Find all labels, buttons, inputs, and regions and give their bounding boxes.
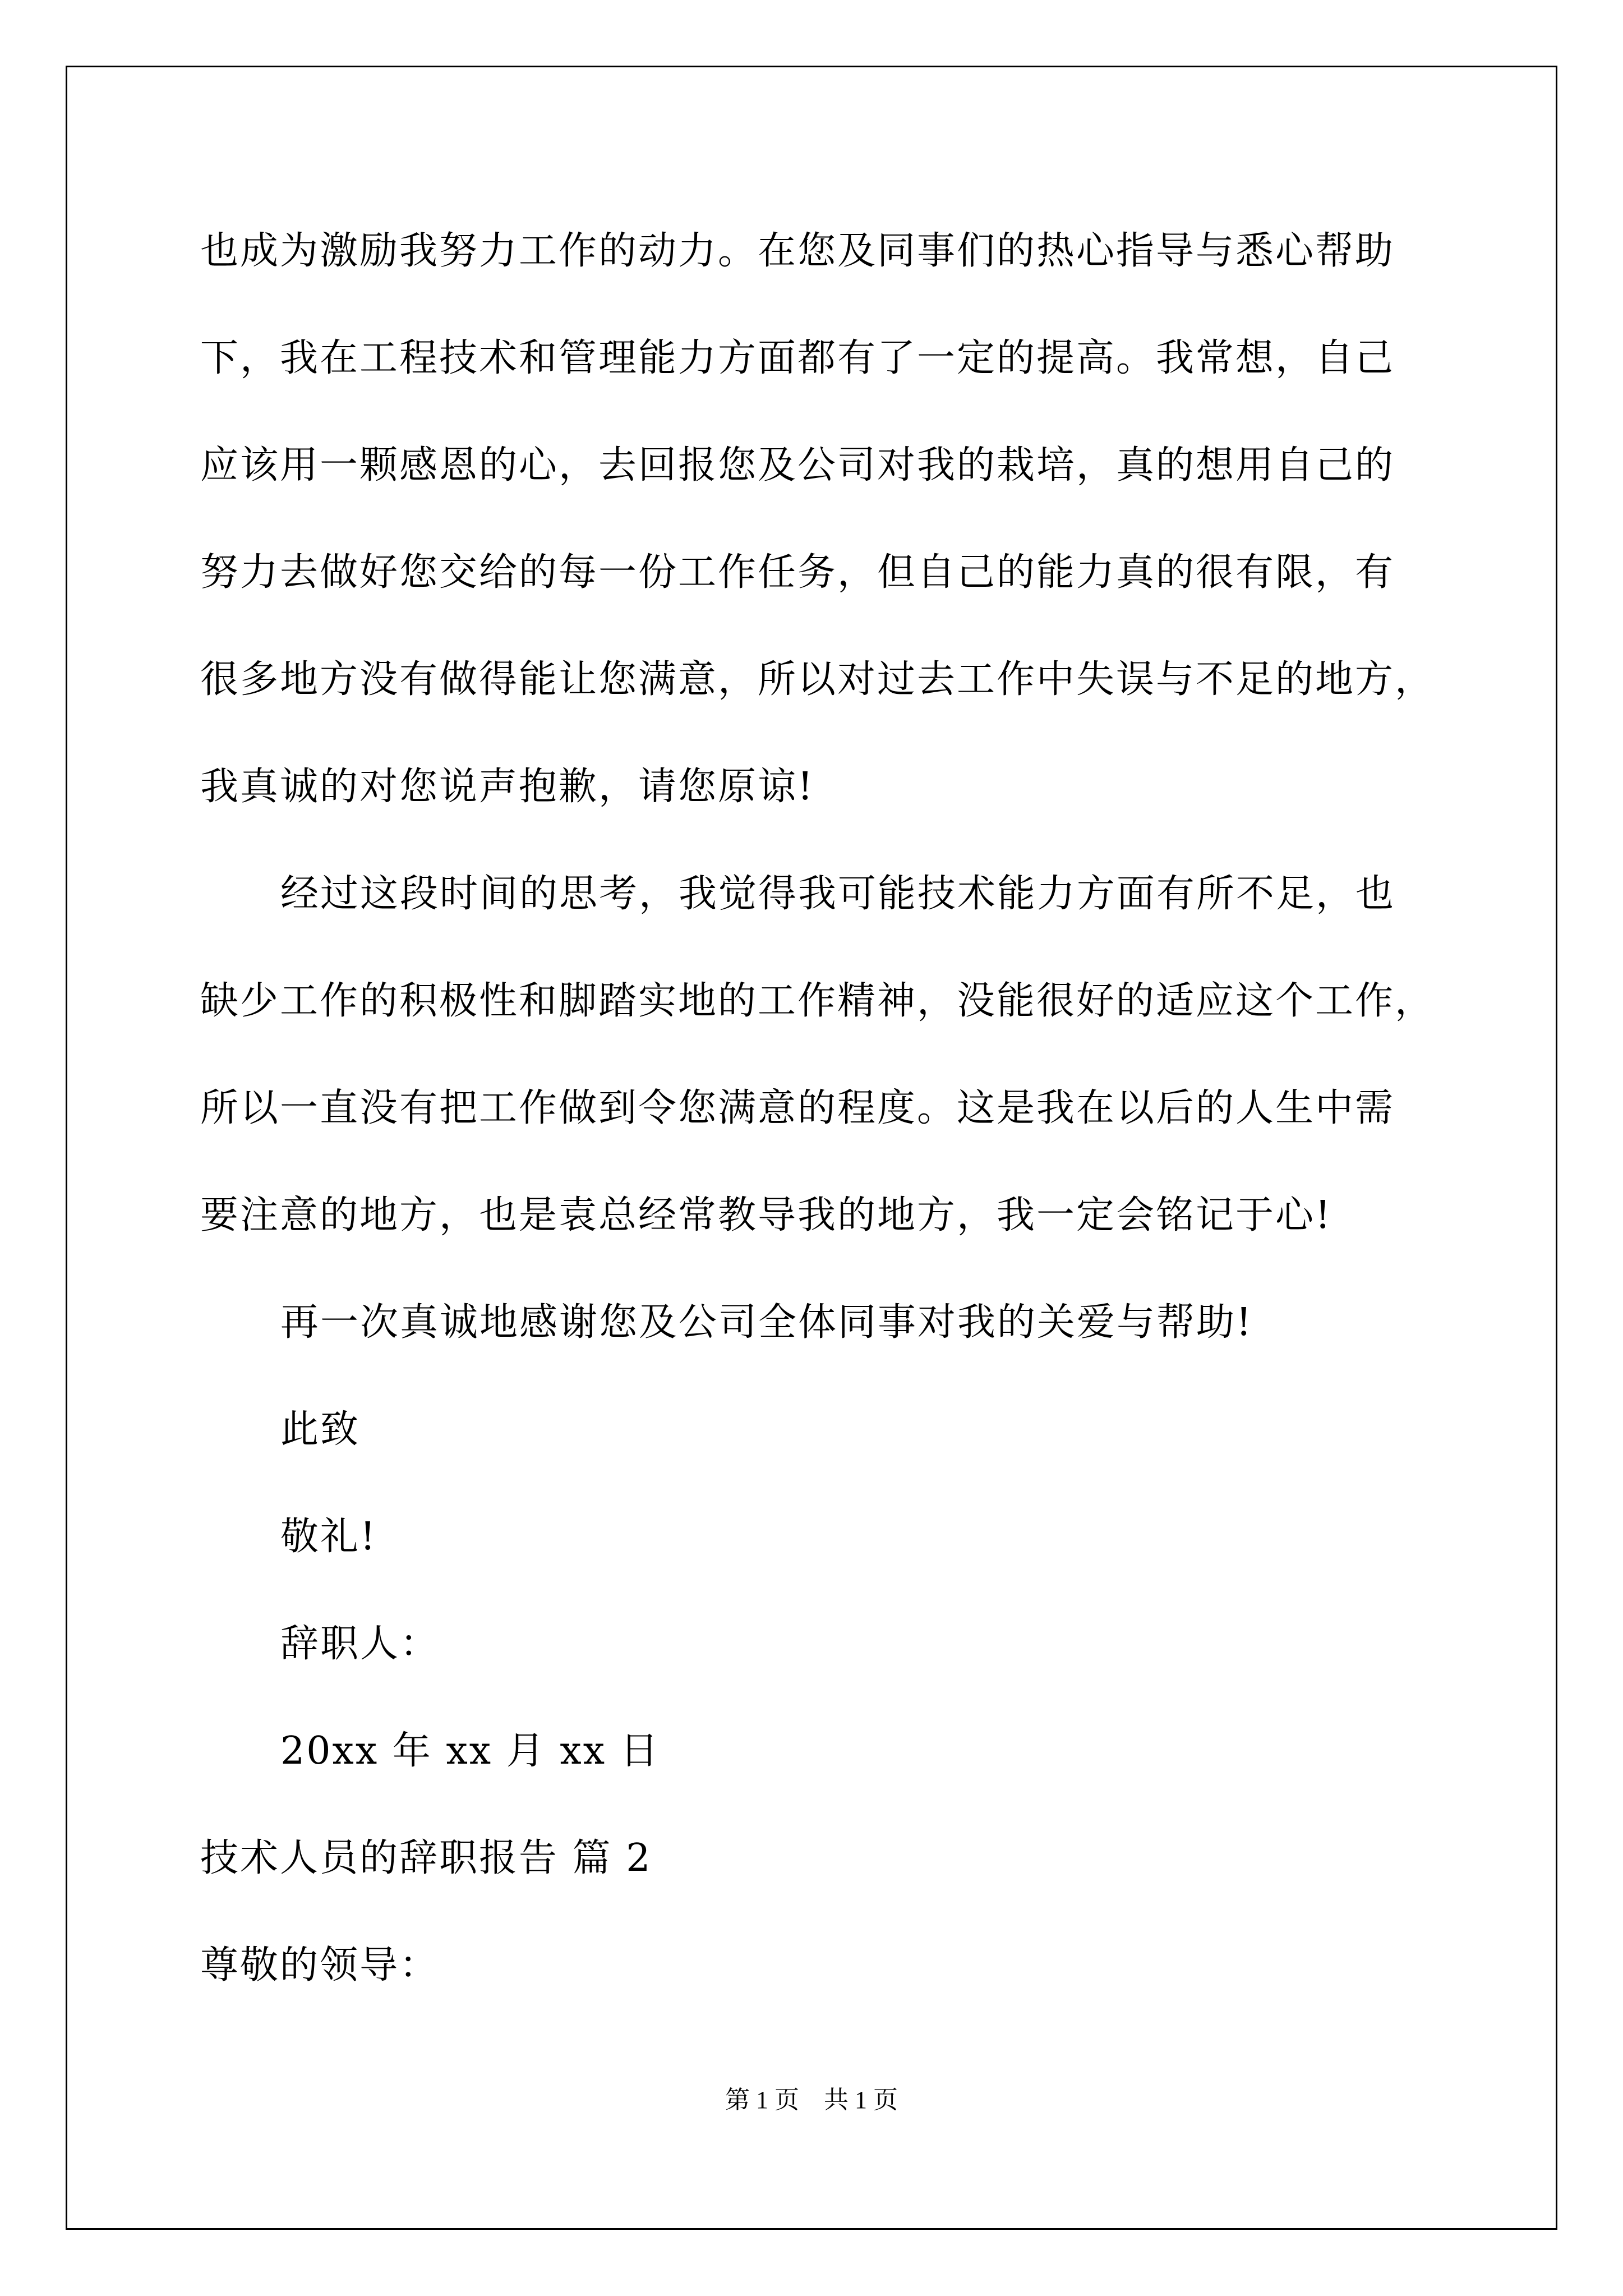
page-border <box>66 66 1557 2230</box>
section-heading: 技术人员的辞职报告 篇 2 <box>200 1836 652 1880</box>
greeting-line: 尊敬的领导： <box>200 1943 440 1987</box>
paragraph-line: 经过这段时间的思考，我觉得我可能技术能力方面有所不足，也 <box>280 872 1396 916</box>
closing-regards: 敬礼! <box>280 1515 377 1559</box>
date-line: 20xx 年 xx 月 xx 日 <box>280 1729 660 1773</box>
paragraph-line: 所以一直没有把工作做到令您满意的程度。这是我在以后的人生中需 <box>200 1086 1395 1130</box>
paragraph-line: 再一次真诚地感谢您及公司全体同事对我的关爱与帮助! <box>280 1300 1253 1345</box>
paragraph-line: 很多地方没有做得能让您满意，所以对过去工作中失误与不足的地方， <box>200 657 1435 702</box>
paragraph-line: 也成为激励我努力工作的动力。在您及同事们的热心指导与悉心帮助 <box>200 229 1395 273</box>
closing-salutation: 此致 <box>280 1407 361 1452</box>
paragraph-line: 下，我在工程技术和管理能力方面都有了一定的提高。我常想，自己 <box>200 336 1395 380</box>
paragraph-line: 缺少工作的积极性和脚踏实地的工作精神，没能很好的适应这个工作， <box>200 979 1435 1023</box>
paragraph-line: 要注意的地方，也是袁总经常教导我的地方，我一定会铭记于心! <box>200 1193 1332 1237</box>
paragraph-line: 应该用一颗感恩的心，去回报您及公司对我的栽培，真的想用自己的 <box>200 443 1395 487</box>
paragraph-line: 努力去做好您交给的每一份工作任务，但自己的能力真的很有限，有 <box>200 550 1395 595</box>
paragraph-line: 我真诚的对您说声抱歉，请您原谅! <box>200 765 815 809</box>
signature-label: 辞职人： <box>280 1622 440 1666</box>
page-indicator: 第 1 页 共 1 页 <box>725 2086 898 2114</box>
